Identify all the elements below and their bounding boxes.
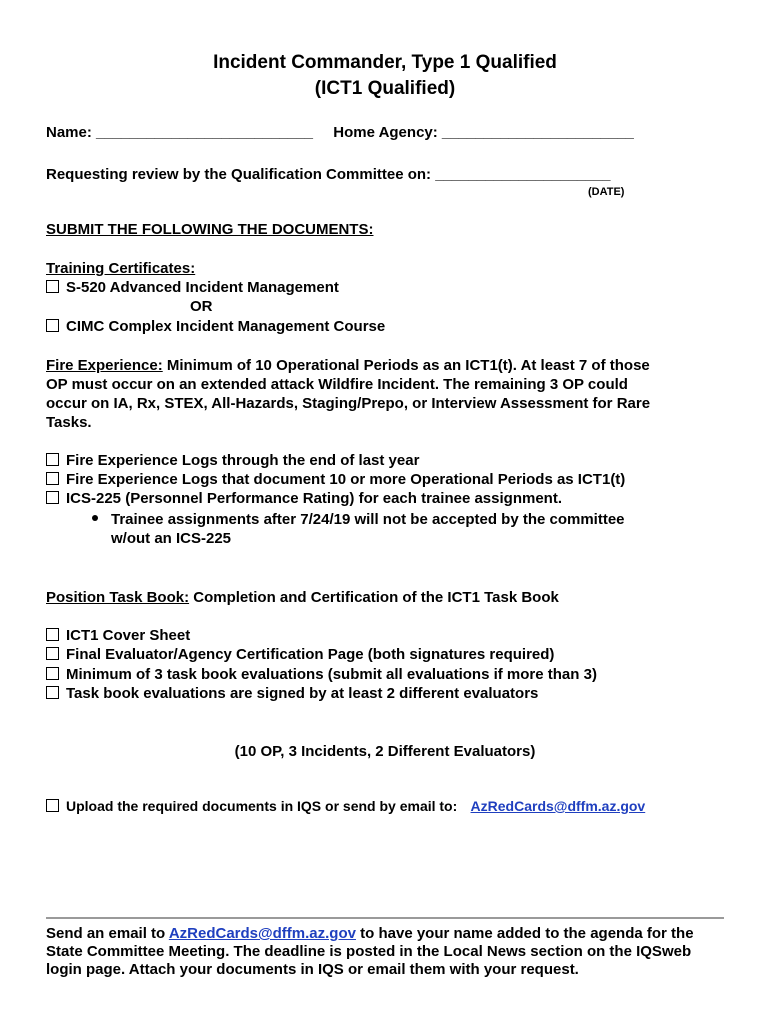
upload-email-link[interactable]: AzRedCards@dffm.az.gov [470, 798, 646, 814]
fire-item-logs-year: Fire Experience Logs through the end of last year [46, 452, 419, 469]
task-item-min-evaluations: Minimum of 3 task book evaluations (submit all evaluations if more than 3) [46, 666, 597, 683]
home-agency-field[interactable]: _______________________ [441, 124, 634, 141]
checkbox[interactable] [46, 686, 59, 699]
footer-line-3: login page. Attach your documents in IQS or email them with your request. [46, 961, 579, 978]
upload-text: Upload the required documents in IQS or send by email to: [66, 798, 458, 814]
name-field[interactable]: __________________________ [96, 124, 313, 141]
bullet-icon [92, 515, 98, 521]
fire-experience-line-4: Tasks. [46, 414, 92, 431]
review-label: Requesting review by the Qualification Committee on: [46, 166, 432, 183]
checkbox[interactable] [46, 647, 59, 660]
training-or: OR [190, 298, 213, 315]
checkbox[interactable] [46, 453, 59, 466]
footer-line-1: Send an email to AzRedCards@dffm.az.gov to have your name added to the agenda for the [46, 925, 694, 942]
footer-divider [46, 917, 724, 919]
checkbox[interactable] [46, 491, 59, 504]
fire-item-logs-ict1: Fire Experience Logs that document 10 or more Operational Periods as ICT1(t) [46, 471, 625, 488]
task-item-two-evaluators: Task book evaluations are signed by at least 2 different evaluators [46, 685, 538, 702]
date-label: (DATE) [588, 186, 625, 198]
checkbox[interactable] [46, 628, 59, 641]
bullet-item: Trainee assignments after 7/24/19 will not be accepted by the committee [92, 511, 625, 528]
footer-line-2: State Committee Meeting. The deadline is posted in the Local News section on the IQSweb [46, 943, 692, 960]
task-item-final-evaluator: Final Evaluator/Agency Certification Page (both signatures required) [46, 646, 554, 663]
summary-line: (10 OP, 3 Incidents, 2 Different Evaluators) [234, 743, 536, 760]
fire-experience-line-2: OP must occur on an extended attack Wildfire Incident. The remaining 3 OP could [46, 376, 628, 393]
training-item-cimc: CIMC Complex Incident Management Course [46, 318, 385, 335]
checkbox[interactable] [46, 280, 59, 293]
fire-experience-line-1: Fire Experience: Minimum of 10 Operational Periods as an ICT1(t). At least 7 of those [46, 357, 650, 374]
checkbox[interactable] [46, 667, 59, 680]
submit-heading: SUBMIT THE FOLLOWING THE DOCUMENTS: [46, 221, 374, 238]
footer-email-link[interactable]: AzRedCards@dffm.az.gov [168, 925, 356, 942]
training-item-s520: S-520 Advanced Incident Management [46, 279, 339, 296]
home-agency-label: Home Agency: [333, 124, 438, 141]
task-book-row: Position Task Book: Completion and Certification of the ICT1 Task Book [46, 589, 559, 606]
review-date-field[interactable]: _____________________ [435, 166, 611, 183]
fire-experience-line-3: occur on IA, Rx, STEX, All-Hazards, Staging/Prepo, or Interview Assessment for Rare [46, 395, 651, 412]
review-row [46, 166, 610, 183]
checkbox[interactable] [46, 799, 59, 812]
training-heading: Training Certificates: [46, 260, 196, 277]
task-book-heading: Position Task Book: [46, 589, 190, 606]
upload-row [46, 798, 645, 814]
checkbox[interactable] [46, 472, 59, 485]
checkbox[interactable] [46, 319, 59, 332]
name-row [46, 124, 634, 141]
task-item-cover-sheet: ICT1 Cover Sheet [46, 627, 190, 644]
fire-experience-heading: Fire Experience: [46, 357, 163, 374]
name-label: Name: [46, 124, 92, 141]
fire-item-ics225: ICS-225 (Personnel Performance Rating) for each trainee assignment. [46, 490, 562, 507]
title-line-2: (ICT1 Qualified) [314, 78, 456, 99]
bullet-item-continued: w/out an ICS-225 [111, 530, 232, 547]
title-line-1: Incident Commander, Type 1 Qualified [213, 52, 557, 73]
